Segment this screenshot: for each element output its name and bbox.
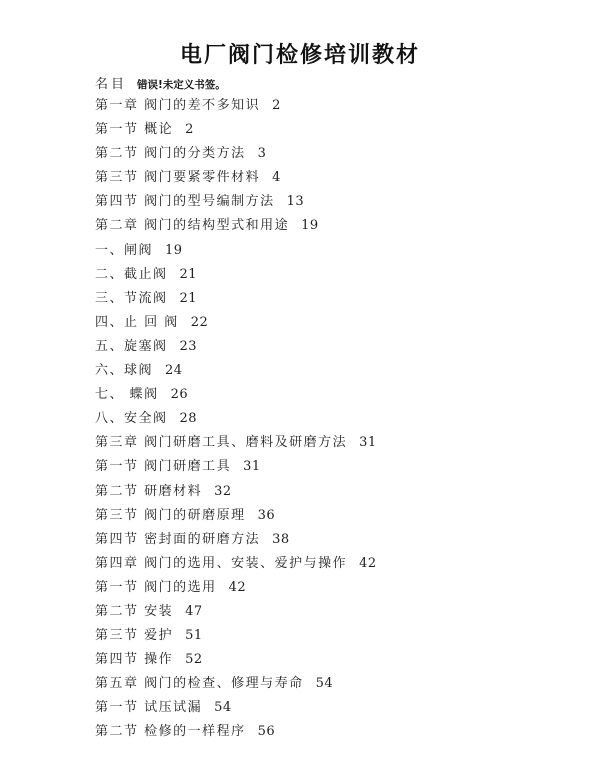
- toc-entry-page-number: 42: [359, 555, 377, 571]
- toc-entry[interactable]: [95, 335, 565, 359]
- toc-entry[interactable]: [95, 672, 565, 696]
- toc-entry[interactable]: [95, 552, 565, 576]
- toc-entry[interactable]: [95, 118, 565, 142]
- toc-entry-title: 第二章 阀门的结构型式和用途: [95, 218, 290, 234]
- toc-entry-page-number: 54: [315, 676, 334, 692]
- toc-entry-title: 第五章 阀门的检查、修理与寿命: [95, 676, 304, 692]
- toc-entry[interactable]: [95, 287, 565, 311]
- toc-entry-title: 二、截止阀: [95, 266, 168, 282]
- toc-entry[interactable]: [95, 166, 565, 190]
- toc-entry-page-number: 28: [179, 411, 198, 427]
- toc-entry-title: 第四节 阀门的型号编制方法: [95, 194, 275, 210]
- toc-entry-title: 第一节 阀门研磨工具: [95, 459, 232, 475]
- toc-entry[interactable]: [95, 504, 565, 528]
- toc-entry-title: 第一章 阀门的差不多知识: [95, 98, 261, 113]
- toc-label: 名目: [95, 77, 128, 92]
- table-of-contents: [95, 94, 565, 745]
- toc-entry[interactable]: [95, 94, 565, 118]
- toc-entry-page-number: 2: [272, 98, 281, 113]
- toc-entry[interactable]: [95, 311, 565, 335]
- toc-entry-page-number: 21: [179, 290, 198, 306]
- toc-entry-title: 第一节 试压试漏: [95, 700, 203, 716]
- toc-entry-title: 四、止 回 阀: [95, 314, 179, 330]
- toc-entry[interactable]: [95, 359, 565, 383]
- document-title: 电厂阀门检修培训教材: [179, 43, 420, 68]
- toc-entry[interactable]: [95, 407, 565, 431]
- toc-entry[interactable]: [95, 455, 565, 479]
- toc-entry-page-number: 24: [165, 363, 183, 379]
- toc-entry-title: 第四章 阀门的选用、安装、爱护与操作: [95, 555, 348, 571]
- toc-entry-title: 第二节 阀门的分类方法: [95, 146, 246, 162]
- toc-entry-title: 五、旋塞阀: [95, 338, 168, 354]
- toc-entry[interactable]: [95, 576, 565, 600]
- toc-entry[interactable]: [95, 142, 565, 166]
- toc-entry-page-number: 32: [214, 483, 232, 499]
- toc-entry-page-number: 42: [228, 579, 247, 595]
- toc-entry-title: 第一节 概论: [95, 122, 174, 138]
- toc-entry-page-number: 22: [190, 314, 209, 330]
- toc-entry-title: 一、闸阀: [95, 242, 154, 258]
- toc-entry-title: 第三节 阀门的研磨原理: [95, 507, 246, 523]
- toc-entry[interactable]: [95, 214, 565, 238]
- toc-entry[interactable]: [95, 696, 565, 720]
- toc-entry-title: 第二节 安装: [95, 603, 174, 619]
- toc-entry-title: 八、安全阀: [95, 411, 168, 427]
- toc-entry[interactable]: [95, 480, 565, 504]
- toc-entry-page-number: 2: [185, 122, 194, 138]
- toc-entry[interactable]: [95, 431, 565, 455]
- toc-entry[interactable]: [95, 383, 565, 407]
- toc-entry-page-number: 47: [185, 603, 203, 619]
- toc-entry[interactable]: [95, 624, 565, 648]
- toc-entry-page-number: 4: [272, 170, 281, 186]
- toc-entry[interactable]: [95, 190, 565, 214]
- toc-entry[interactable]: [95, 648, 565, 672]
- toc-error-message: 错误!未定义书签。: [137, 79, 226, 91]
- toc-entry-title: 第四节 操作: [95, 652, 174, 668]
- toc-entry-page-number: 36: [257, 507, 276, 523]
- toc-entry[interactable]: [95, 528, 565, 552]
- toc-entry-page-number: 19: [301, 218, 319, 234]
- toc-entry-page-number: 56: [257, 724, 276, 740]
- toc-entry-title: 七、 蝶阀: [95, 387, 159, 403]
- toc-entry-page-number: 38: [272, 531, 290, 547]
- toc-entry-title: 第二节 检修的一样程序: [95, 724, 246, 740]
- toc-entry-title: 六、球阀: [95, 363, 154, 379]
- toc-entry-title: 第四节 密封面的研磨方法: [95, 531, 261, 547]
- toc-entry-title: 第一节 阀门的选用: [95, 579, 217, 595]
- toc-entry[interactable]: [95, 263, 565, 287]
- toc-entry[interactable]: [95, 720, 565, 744]
- toc-entry-page-number: 31: [359, 435, 377, 451]
- toc-entry-title: 第二节 研磨材料: [95, 483, 203, 499]
- toc-entry-page-number: 21: [179, 266, 198, 282]
- toc-entry-page-number: 54: [214, 700, 232, 716]
- toc-entry-page-number: 23: [179, 338, 198, 354]
- toc-entry-page-number: 52: [185, 652, 203, 668]
- toc-entry-page-number: 51: [185, 628, 203, 644]
- toc-header: [95, 73, 226, 93]
- toc-entry[interactable]: [95, 239, 565, 263]
- toc-entry-title: 第三章 阀门研磨工具、磨料及研磨方法: [95, 435, 348, 451]
- toc-entry-page-number: 19: [165, 242, 183, 258]
- toc-entry-page-number: 26: [170, 387, 189, 403]
- toc-entry-title: 第三节 阀门要紧零件材料: [95, 170, 261, 186]
- toc-entry-title: 第三节 爱护: [95, 628, 174, 644]
- toc-entry-page-number: 3: [257, 146, 267, 162]
- toc-entry-page-number: 31: [243, 459, 261, 475]
- toc-entry-title: 三、节流阀: [95, 290, 168, 306]
- toc-entry-page-number: 13: [286, 194, 305, 210]
- toc-entry[interactable]: [95, 600, 565, 624]
